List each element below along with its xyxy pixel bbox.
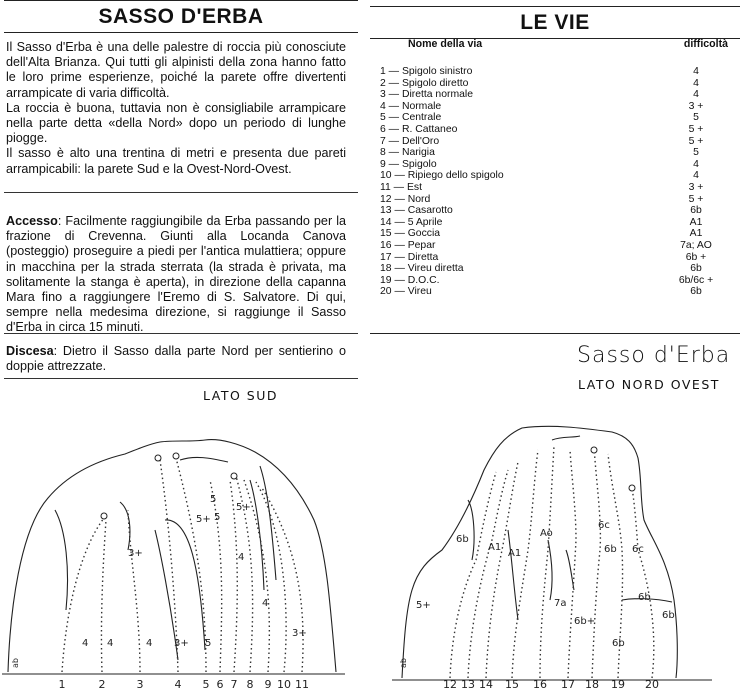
route-number-label: 3 xyxy=(136,678,144,690)
route-number-label: 13 xyxy=(461,678,475,690)
rock-crack xyxy=(180,457,228,462)
south-face-drawing xyxy=(0,410,370,690)
route-row xyxy=(380,170,728,182)
route-name: 11 — Est xyxy=(380,181,422,193)
page-title-sasso: SASSO D'ERBA xyxy=(4,0,358,33)
north-side-label: LATO NORD OVEST xyxy=(578,377,720,392)
route-row xyxy=(380,101,728,113)
route-grade-label: 5 xyxy=(210,494,217,505)
route-number-label: 5 xyxy=(202,678,210,690)
route-number-label: 8 xyxy=(246,678,254,690)
route-line xyxy=(256,482,286,672)
route-row xyxy=(380,228,728,240)
route-row xyxy=(380,147,728,159)
route-grade-label: 5 xyxy=(214,512,221,523)
route-number-label: 20 xyxy=(645,678,659,690)
route-grade-label: 3+ xyxy=(128,548,143,559)
route-name: 20 — Vireu xyxy=(380,286,432,298)
route-row xyxy=(380,159,728,171)
rock-crack xyxy=(120,502,130,550)
route-number-label: 14 xyxy=(479,678,493,690)
divider xyxy=(4,378,358,379)
route-name: 3 — Diretta normale xyxy=(380,89,473,101)
route-line xyxy=(512,450,538,678)
rock-crack xyxy=(508,530,518,620)
route-grade: 6b + xyxy=(685,251,707,263)
route-name: 7 — Dell'Oro xyxy=(380,135,440,147)
route-grade-label: 6b xyxy=(638,592,651,603)
route-row xyxy=(380,263,728,275)
route-name: 9 — Spigolo xyxy=(380,158,437,170)
route-number-label: 19 xyxy=(611,678,625,690)
route-grade: A1 xyxy=(689,228,703,240)
divider xyxy=(370,333,740,334)
route-name: 15 — Goccia xyxy=(380,228,441,240)
rock-crack xyxy=(165,520,205,650)
route-row xyxy=(380,205,728,217)
route-number-label: 6 xyxy=(216,678,224,690)
route-grade: 6b xyxy=(690,205,702,217)
route-grade-label: A1 xyxy=(488,542,502,553)
access-text: : Facilmente raggiungibile da Erba passando per la frazione di Crevenna. Giunti alla Locanda Canova (posteggio) proseguire a piedi per l'antica mulattiera; oppure in macchina per la strada sterrata (la strada è privata, ma solitamente la stanga è aperta), in direzione della capanna Mara fino a raggiungere l'Eremo di S. Salvatore. Di qui, sempre nella medesima direzione, si raggiunge il Sasso d'Erba in circa 15 minuti. xyxy=(6,214,346,335)
rock-crack xyxy=(566,550,574,590)
route-name: 5 — Centrale xyxy=(380,112,442,124)
route-name: 12 — Nord xyxy=(380,193,431,205)
route-row xyxy=(380,194,728,206)
route-line xyxy=(262,488,303,672)
belay-anchor-icon xyxy=(591,447,597,453)
access-section xyxy=(6,214,346,336)
route-grade: 7a; AO xyxy=(680,239,712,251)
ground-mark: ab xyxy=(399,658,408,668)
route-grade-label: 4 xyxy=(262,598,269,609)
belay-anchor-icon xyxy=(231,473,237,479)
route-number-label: 1 xyxy=(58,678,66,690)
route-line xyxy=(592,446,600,678)
north-face-drawing xyxy=(372,410,744,690)
intro-paragraph: Il Sasso d'Erba è una delle palestre di roccia più conosciute dell'Alta Brianza. Qui tutti gli alpinisti della zona hanno fatto le loro prime esperienze, poiché la parete offre divertenti arrampicate di varia difficoltà. xyxy=(6,40,346,100)
route-grade: 6b xyxy=(690,286,702,298)
route-number-label: 15 xyxy=(505,678,519,690)
route-grade-label: 4 xyxy=(238,552,245,563)
descent-section xyxy=(6,344,346,374)
routes-title: LE VIE xyxy=(370,6,740,39)
route-grade-label: 4 xyxy=(107,638,114,649)
route-grade-label: 4 xyxy=(146,638,153,649)
rock-crack xyxy=(548,540,552,600)
route-name: 8 — Narigia xyxy=(380,147,435,159)
route-grade: 6b/6c + xyxy=(678,274,714,286)
route-grade: 4 xyxy=(693,66,699,77)
route-number-label: 10 xyxy=(277,678,291,690)
routes-header xyxy=(380,38,728,66)
route-row xyxy=(380,112,728,124)
route-grade: 4 xyxy=(693,89,699,101)
belay-anchor-icon xyxy=(173,453,179,459)
route-row xyxy=(380,66,728,78)
route-name: 1 — Spigolo sinistro xyxy=(380,66,473,77)
rock-outline xyxy=(8,440,336,672)
route-grade: 4 xyxy=(693,158,699,170)
route-grade: 5 + xyxy=(688,135,704,147)
route-grade-label: 3+ xyxy=(292,628,307,639)
access-label: Accesso xyxy=(6,214,58,228)
south-side-label: LATO SUD xyxy=(203,388,278,403)
route-number-label: 12 xyxy=(443,678,457,690)
rock-crack xyxy=(468,500,474,560)
route-number-label: 16 xyxy=(533,678,547,690)
route-row xyxy=(380,240,728,252)
route-grade: 5 + xyxy=(688,123,704,135)
route-number-label: 17 xyxy=(561,678,575,690)
route-row xyxy=(380,182,728,194)
ground-mark: ab xyxy=(11,658,20,668)
intro-paragraph: La roccia è buona, tuttavia non è consigliabile arrampicare nella parte detta «della Nord» dopo un periodo di lunghe piogge. xyxy=(6,100,346,146)
rock-crack xyxy=(552,436,580,440)
route-grade-label: 5+ xyxy=(236,502,251,513)
rock-crack xyxy=(250,480,264,590)
route-grade-label: 6c xyxy=(632,544,644,555)
route-line xyxy=(450,472,496,678)
divider xyxy=(4,192,358,193)
route-row xyxy=(380,217,728,229)
route-grade: 5 xyxy=(693,112,699,124)
route-name: 18 — Vireu diretta xyxy=(380,263,464,275)
intro-text xyxy=(6,40,346,177)
route-line xyxy=(210,480,222,672)
route-grade-label: 6b xyxy=(662,610,675,621)
route-grade: 6b xyxy=(690,263,702,275)
route-row xyxy=(380,89,728,101)
column-header-name: Nome della via xyxy=(408,38,483,50)
route-grade-label: 6b xyxy=(604,544,617,555)
route-row xyxy=(380,78,728,90)
drawing-title: Sasso d'Erba xyxy=(577,343,731,368)
route-number-label: 7 xyxy=(230,678,238,690)
route-row xyxy=(380,275,728,287)
route-grade: 4 xyxy=(693,170,699,182)
route-grade-label: 4 xyxy=(82,638,89,649)
divider xyxy=(4,333,358,334)
route-grade-label: 6b+ xyxy=(574,616,596,627)
route-name: 4 — Normale xyxy=(380,100,442,112)
belay-anchor-icon xyxy=(629,485,635,491)
route-name: 19 — D.O.C. xyxy=(380,274,440,286)
route-grade-label: 5+ xyxy=(196,514,211,525)
descent-label: Discesa xyxy=(6,344,54,358)
routes-table xyxy=(380,38,728,298)
route-line xyxy=(540,446,554,678)
route-name: 14 — 5 Aprile xyxy=(380,216,443,228)
rock-crack xyxy=(55,510,68,610)
route-line xyxy=(486,462,518,678)
route-number-label: 11 xyxy=(295,678,309,690)
route-number-label: 4 xyxy=(174,678,182,690)
route-name: 2 — Spigolo diretto xyxy=(380,77,469,89)
route-grade: 3 + xyxy=(688,181,704,193)
route-grade-label: 5 xyxy=(205,638,212,649)
column-header-grade: difficoltà xyxy=(683,38,728,50)
route-grade-label: 3+ xyxy=(174,638,189,649)
route-grade-label: 6c xyxy=(598,520,610,531)
descent-text: : Dietro il Sasso dalla parte Nord per sentierino o doppie attrezzate. xyxy=(6,344,346,374)
belay-anchor-icon xyxy=(155,455,161,461)
route-row xyxy=(380,252,728,264)
route-grade-label: 6b xyxy=(612,638,625,649)
route-grade-label: Ao xyxy=(540,528,553,539)
route-grade-label: 7a xyxy=(554,598,567,609)
route-grade: 4 xyxy=(693,77,699,89)
route-name: 10 — Ripiego dello spigolo xyxy=(380,170,504,182)
route-name: 6 — R. Cattaneo xyxy=(380,123,458,135)
route-number-label: 9 xyxy=(264,678,272,690)
route-grade: 5 xyxy=(693,147,699,159)
route-grade: A1 xyxy=(689,216,703,228)
route-row xyxy=(380,136,728,148)
route-number-label: 18 xyxy=(585,678,599,690)
route-grade-label: 5+ xyxy=(416,600,431,611)
route-name: 13 — Casarotto xyxy=(380,205,453,217)
route-row xyxy=(380,124,728,136)
intro-paragraph: Il sasso è alto una trentina di metri e presenta due pareti arrampicabili: la parete Sud e la Ovest-Nord-Ovest. xyxy=(6,146,346,176)
belay-anchor-icon xyxy=(101,513,107,519)
route-grade-label: 6b xyxy=(456,534,469,545)
route-grade: 3 + xyxy=(688,100,704,112)
route-grade: 5 + xyxy=(688,193,704,205)
route-number-label: 2 xyxy=(98,678,106,690)
route-name: 17 — Diretta xyxy=(380,251,439,263)
route-grade-label: A1 xyxy=(508,548,522,559)
route-name: 16 — Pepar xyxy=(380,239,436,251)
route-line xyxy=(101,520,106,672)
route-row xyxy=(380,286,728,298)
